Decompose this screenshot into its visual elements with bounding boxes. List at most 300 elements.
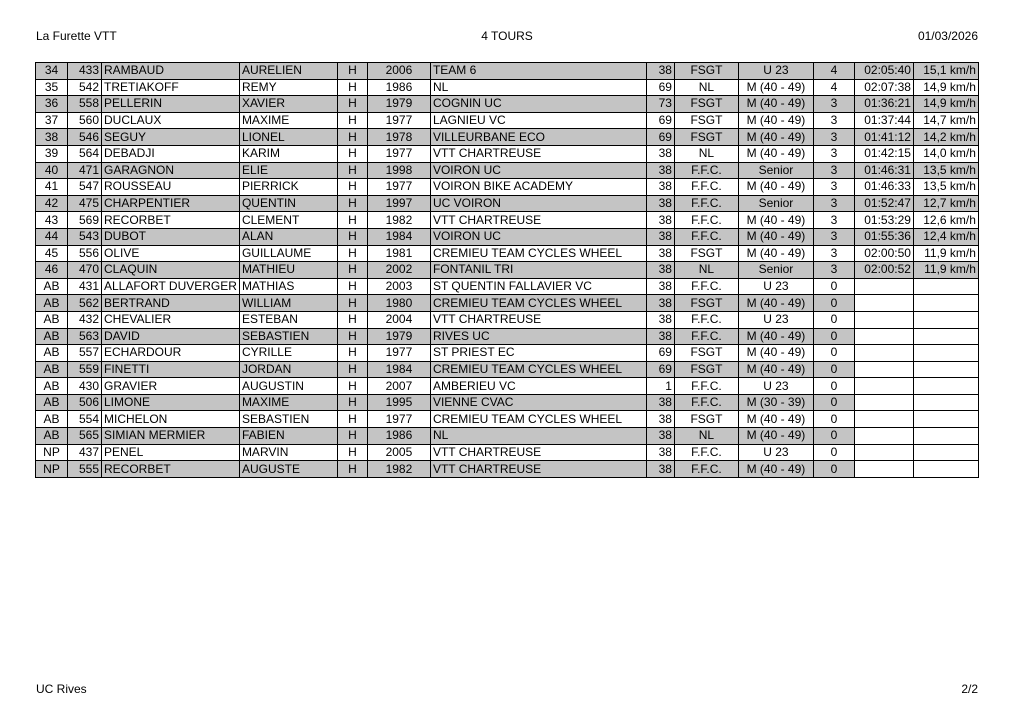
sex-cell: H	[337, 262, 367, 279]
table-row	[36, 145, 979, 162]
organizer-name: UC Rives	[36, 682, 87, 696]
first-name-cell: ALAN	[239, 228, 337, 245]
club-cell: VTT CHARTREUSE	[430, 444, 646, 461]
department-cell: 38	[646, 245, 674, 262]
club-cell: VOIRON UC	[430, 228, 646, 245]
table-row	[36, 394, 979, 411]
sex-cell: H	[337, 195, 367, 212]
speed-cell: 11,9 km/h	[913, 262, 978, 279]
birth-year-cell: 1977	[367, 112, 430, 129]
first-name-cell: ELIE	[239, 162, 337, 179]
sex-cell: H	[337, 328, 367, 345]
speed-cell	[913, 311, 978, 328]
federation-cell: FSGT	[674, 112, 738, 129]
bib-cell: 554	[68, 411, 102, 428]
laps-cell: 0	[813, 295, 854, 312]
rank-cell: 45	[36, 245, 68, 262]
time-cell	[854, 411, 913, 428]
first-name-cell: SEBASTIEN	[239, 411, 337, 428]
laps-cell: 3	[813, 212, 854, 229]
time-cell	[854, 378, 913, 395]
department-cell: 38	[646, 328, 674, 345]
sex-cell: H	[337, 245, 367, 262]
speed-cell	[913, 278, 978, 295]
sex-cell: H	[337, 311, 367, 328]
birth-year-cell: 1977	[367, 411, 430, 428]
category-cell: M (40 - 49)	[738, 179, 813, 196]
sex-cell: H	[337, 179, 367, 196]
first-name-cell: PIERRICK	[239, 179, 337, 196]
club-cell: ST QUENTIN FALLAVIER VC	[430, 278, 646, 295]
bib-cell: 432	[68, 311, 102, 328]
rank-cell: AB	[36, 428, 68, 445]
last-name-cell: ROUSSEAU	[102, 179, 240, 196]
sex-cell: H	[337, 394, 367, 411]
birth-year-cell: 1986	[367, 79, 430, 96]
laps-cell: 3	[813, 162, 854, 179]
federation-cell: FSGT	[674, 411, 738, 428]
rank-cell: NP	[36, 444, 68, 461]
last-name-cell: CHARPENTIER	[102, 195, 240, 212]
club-cell: VILLEURBANE ECO	[430, 129, 646, 146]
department-cell: 38	[646, 295, 674, 312]
federation-cell: NL	[674, 262, 738, 279]
first-name-cell: MARVIN	[239, 444, 337, 461]
birth-year-cell: 1986	[367, 428, 430, 445]
speed-cell	[913, 444, 978, 461]
speed-cell: 14,2 km/h	[913, 129, 978, 146]
table-row	[36, 112, 979, 129]
bib-cell: 470	[68, 262, 102, 279]
bib-cell: 556	[68, 245, 102, 262]
speed-cell	[913, 295, 978, 312]
federation-cell: FSGT	[674, 245, 738, 262]
federation-cell: F.F.C.	[674, 394, 738, 411]
laps-cell: 3	[813, 245, 854, 262]
speed-cell	[913, 428, 978, 445]
sex-cell: H	[337, 112, 367, 129]
department-cell: 38	[646, 394, 674, 411]
club-cell: ST PRIEST EC	[430, 345, 646, 362]
category-cell: M (40 - 49)	[738, 461, 813, 478]
category-cell: M (40 - 49)	[738, 411, 813, 428]
federation-cell: NL	[674, 79, 738, 96]
sex-cell: H	[337, 145, 367, 162]
laps-cell: 0	[813, 444, 854, 461]
club-cell: VTT CHARTREUSE	[430, 145, 646, 162]
club-cell: VOIRON UC	[430, 162, 646, 179]
department-cell: 38	[646, 145, 674, 162]
category-cell: Senior	[738, 162, 813, 179]
category-cell: M (40 - 49)	[738, 245, 813, 262]
first-name-cell: REMY	[239, 79, 337, 96]
rank-cell: 36	[36, 96, 68, 113]
speed-cell: 13,5 km/h	[913, 179, 978, 196]
birth-year-cell: 1977	[367, 179, 430, 196]
club-cell: COGNIN UC	[430, 96, 646, 113]
time-cell: 01:36:21	[854, 96, 913, 113]
department-cell: 38	[646, 411, 674, 428]
department-cell: 38	[646, 444, 674, 461]
table-row	[36, 179, 979, 196]
last-name-cell: TRETIAKOFF	[102, 79, 240, 96]
club-cell: TEAM 6	[430, 63, 646, 80]
birth-year-cell: 2006	[367, 63, 430, 80]
birth-year-cell: 2007	[367, 378, 430, 395]
rank-cell: 43	[36, 212, 68, 229]
last-name-cell: CHEVALIER	[102, 311, 240, 328]
birth-year-cell: 2002	[367, 262, 430, 279]
table-row	[36, 245, 979, 262]
rank-cell: AB	[36, 328, 68, 345]
time-cell	[854, 278, 913, 295]
bib-cell: 547	[68, 179, 102, 196]
club-cell: CREMIEU TEAM CYCLES WHEEL	[430, 361, 646, 378]
time-cell	[854, 345, 913, 362]
bib-cell: 431	[68, 278, 102, 295]
birth-year-cell: 1997	[367, 195, 430, 212]
birth-year-cell: 1982	[367, 461, 430, 478]
sex-cell: H	[337, 162, 367, 179]
last-name-cell: DAVID	[102, 328, 240, 345]
rank-cell: AB	[36, 411, 68, 428]
speed-cell	[913, 461, 978, 478]
sex-cell: H	[337, 79, 367, 96]
category-cell: M (40 - 49)	[738, 79, 813, 96]
time-cell: 02:00:50	[854, 245, 913, 262]
club-cell: NL	[430, 79, 646, 96]
department-cell: 38	[646, 195, 674, 212]
table-row	[36, 262, 979, 279]
laps-cell: 0	[813, 361, 854, 378]
last-name-cell: RECORBET	[102, 212, 240, 229]
category-cell: M (40 - 49)	[738, 212, 813, 229]
rank-cell: 39	[36, 145, 68, 162]
federation-cell: NL	[674, 428, 738, 445]
bib-cell: 471	[68, 162, 102, 179]
federation-cell: F.F.C.	[674, 278, 738, 295]
rank-cell: AB	[36, 278, 68, 295]
first-name-cell: XAVIER	[239, 96, 337, 113]
first-name-cell: ESTEBAN	[239, 311, 337, 328]
time-cell: 02:00:52	[854, 262, 913, 279]
department-cell: 38	[646, 179, 674, 196]
birth-year-cell: 1995	[367, 394, 430, 411]
department-cell: 69	[646, 345, 674, 362]
first-name-cell: SEBASTIEN	[239, 328, 337, 345]
speed-cell	[913, 411, 978, 428]
club-cell: VTT CHARTREUSE	[430, 212, 646, 229]
first-name-cell: MATHIEU	[239, 262, 337, 279]
table-row	[36, 461, 979, 478]
speed-cell	[913, 345, 978, 362]
last-name-cell: SIMIAN MERMIER	[102, 428, 240, 445]
federation-cell: F.F.C.	[674, 461, 738, 478]
laps-cell: 0	[813, 311, 854, 328]
speed-cell: 14,9 km/h	[913, 79, 978, 96]
speed-cell	[913, 378, 978, 395]
rank-cell: 42	[36, 195, 68, 212]
sex-cell: H	[337, 361, 367, 378]
time-cell: 01:42:15	[854, 145, 913, 162]
category-cell: U 23	[738, 378, 813, 395]
department-cell: 73	[646, 96, 674, 113]
federation-cell: FSGT	[674, 295, 738, 312]
table-row	[36, 162, 979, 179]
first-name-cell: WILLIAM	[239, 295, 337, 312]
department-cell: 69	[646, 79, 674, 96]
time-cell: 02:05:40	[854, 63, 913, 80]
table-row	[36, 295, 979, 312]
speed-cell: 14,0 km/h	[913, 145, 978, 162]
last-name-cell: BERTRAND	[102, 295, 240, 312]
page-number: 2/2	[961, 682, 978, 696]
club-cell: UC VOIRON	[430, 195, 646, 212]
first-name-cell: GUILLAUME	[239, 245, 337, 262]
last-name-cell: RAMBAUD	[102, 63, 240, 80]
last-name-cell: RECORBET	[102, 461, 240, 478]
table-row	[36, 361, 979, 378]
rank-cell: AB	[36, 295, 68, 312]
event-title: La Furette VTT	[36, 29, 117, 43]
sex-cell: H	[337, 444, 367, 461]
table-row	[36, 212, 979, 229]
table-row	[36, 195, 979, 212]
first-name-cell: MAXIME	[239, 112, 337, 129]
time-cell: 01:46:33	[854, 179, 913, 196]
last-name-cell: CLAQUIN	[102, 262, 240, 279]
rank-cell: 35	[36, 79, 68, 96]
table-row	[36, 444, 979, 461]
laps-cell: 3	[813, 228, 854, 245]
time-cell	[854, 328, 913, 345]
club-cell: AMBERIEU VC	[430, 378, 646, 395]
birth-year-cell: 1979	[367, 96, 430, 113]
birth-year-cell: 2005	[367, 444, 430, 461]
speed-cell: 12,6 km/h	[913, 212, 978, 229]
club-cell: FONTANIL TRI	[430, 262, 646, 279]
laps-cell: 3	[813, 96, 854, 113]
category-cell: M (40 - 49)	[738, 129, 813, 146]
bib-cell: 558	[68, 96, 102, 113]
time-cell	[854, 461, 913, 478]
department-cell: 69	[646, 129, 674, 146]
sex-cell: H	[337, 212, 367, 229]
birth-year-cell: 1978	[367, 129, 430, 146]
table-row	[36, 278, 979, 295]
rank-cell: AB	[36, 378, 68, 395]
speed-cell: 13,5 km/h	[913, 162, 978, 179]
speed-cell: 14,9 km/h	[913, 96, 978, 113]
table-row	[36, 411, 979, 428]
time-cell: 01:55:36	[854, 228, 913, 245]
federation-cell: F.F.C.	[674, 378, 738, 395]
laps-cell: 0	[813, 411, 854, 428]
results-table	[35, 62, 979, 478]
sex-cell: H	[337, 278, 367, 295]
sex-cell: H	[337, 228, 367, 245]
laps-cell: 4	[813, 79, 854, 96]
sex-cell: H	[337, 345, 367, 362]
federation-cell: F.F.C.	[674, 162, 738, 179]
department-cell: 69	[646, 112, 674, 129]
federation-cell: FSGT	[674, 345, 738, 362]
club-cell: CREMIEU TEAM CYCLES WHEEL	[430, 411, 646, 428]
bib-cell: 437	[68, 444, 102, 461]
table-row	[36, 328, 979, 345]
category-cell: M (40 - 49)	[738, 112, 813, 129]
last-name-cell: PENEL	[102, 444, 240, 461]
time-cell: 02:07:38	[854, 79, 913, 96]
speed-cell: 11,9 km/h	[913, 245, 978, 262]
time-cell	[854, 428, 913, 445]
bib-cell: 542	[68, 79, 102, 96]
category-cell: M (40 - 49)	[738, 96, 813, 113]
bib-cell: 546	[68, 129, 102, 146]
category-cell: M (40 - 49)	[738, 228, 813, 245]
birth-year-cell: 1979	[367, 328, 430, 345]
category-cell: Senior	[738, 195, 813, 212]
bib-cell: 506	[68, 394, 102, 411]
laps-cell: 3	[813, 129, 854, 146]
birth-year-cell: 1982	[367, 212, 430, 229]
first-name-cell: MAXIME	[239, 394, 337, 411]
department-cell: 38	[646, 162, 674, 179]
laps-cell: 3	[813, 145, 854, 162]
table-row	[36, 228, 979, 245]
birth-year-cell: 1984	[367, 361, 430, 378]
laps-cell: 3	[813, 179, 854, 196]
last-name-cell: GRAVIER	[102, 378, 240, 395]
last-name-cell: PELLERIN	[102, 96, 240, 113]
last-name-cell: DUCLAUX	[102, 112, 240, 129]
first-name-cell: CYRILLE	[239, 345, 337, 362]
laps-cell: 0	[813, 378, 854, 395]
department-cell: 1	[646, 378, 674, 395]
time-cell: 01:52:47	[854, 195, 913, 212]
speed-cell: 12,7 km/h	[913, 195, 978, 212]
bib-cell: 562	[68, 295, 102, 312]
laps-cell: 0	[813, 428, 854, 445]
federation-cell: NL	[674, 145, 738, 162]
last-name-cell: OLIVE	[102, 245, 240, 262]
first-name-cell: AURELIEN	[239, 63, 337, 80]
speed-cell: 12,4 km/h	[913, 228, 978, 245]
category-cell: M (40 - 49)	[738, 345, 813, 362]
laps-cell: 4	[813, 63, 854, 80]
rank-cell: AB	[36, 394, 68, 411]
last-name-cell: LIMONE	[102, 394, 240, 411]
sex-cell: H	[337, 461, 367, 478]
time-cell	[854, 295, 913, 312]
sex-cell: H	[337, 96, 367, 113]
speed-cell	[913, 361, 978, 378]
sex-cell: H	[337, 411, 367, 428]
federation-cell: F.F.C.	[674, 179, 738, 196]
table-row	[36, 428, 979, 445]
club-cell: CREMIEU TEAM CYCLES WHEEL	[430, 245, 646, 262]
first-name-cell: LIONEL	[239, 129, 337, 146]
rank-cell: AB	[36, 361, 68, 378]
rank-cell: 40	[36, 162, 68, 179]
first-name-cell: AUGUSTIN	[239, 378, 337, 395]
department-cell: 38	[646, 278, 674, 295]
bib-cell: 559	[68, 361, 102, 378]
category-cell: M (40 - 49)	[738, 428, 813, 445]
category-cell: U 23	[738, 278, 813, 295]
bib-cell: 565	[68, 428, 102, 445]
bib-cell: 560	[68, 112, 102, 129]
time-cell: 01:37:44	[854, 112, 913, 129]
category-cell: U 23	[738, 444, 813, 461]
table-row	[36, 96, 979, 113]
rank-cell: 46	[36, 262, 68, 279]
category-cell: M (30 - 39)	[738, 394, 813, 411]
laps-cell: 3	[813, 112, 854, 129]
sex-cell: H	[337, 295, 367, 312]
club-cell: NL	[430, 428, 646, 445]
last-name-cell: FINETTI	[102, 361, 240, 378]
last-name-cell: GARAGNON	[102, 162, 240, 179]
federation-cell: FSGT	[674, 361, 738, 378]
sex-cell: H	[337, 63, 367, 80]
bib-cell: 564	[68, 145, 102, 162]
table-row	[36, 311, 979, 328]
table-row	[36, 63, 979, 80]
category-cell: M (40 - 49)	[738, 295, 813, 312]
department-cell: 38	[646, 262, 674, 279]
club-cell: CREMIEU TEAM CYCLES WHEEL	[430, 295, 646, 312]
club-cell: VIENNE CVAC	[430, 394, 646, 411]
bib-cell: 433	[68, 63, 102, 80]
first-name-cell: QUENTIN	[239, 195, 337, 212]
bib-cell: 557	[68, 345, 102, 362]
bib-cell: 563	[68, 328, 102, 345]
sex-cell: H	[337, 428, 367, 445]
speed-cell	[913, 328, 978, 345]
time-cell: 01:41:12	[854, 129, 913, 146]
table-row	[36, 79, 979, 96]
laps-cell: 0	[813, 394, 854, 411]
category-cell: Senior	[738, 262, 813, 279]
speed-cell: 14,7 km/h	[913, 112, 978, 129]
time-cell: 01:53:29	[854, 212, 913, 229]
laps-cell: 0	[813, 345, 854, 362]
club-cell: VTT CHARTREUSE	[430, 311, 646, 328]
category-cell: M (40 - 49)	[738, 328, 813, 345]
first-name-cell: FABIEN	[239, 428, 337, 445]
last-name-cell: DUBOT	[102, 228, 240, 245]
last-name-cell: ALLAFORT DUVERGER	[102, 278, 240, 295]
first-name-cell: MATHIAS	[239, 278, 337, 295]
club-cell: RIVES UC	[430, 328, 646, 345]
rank-cell: 34	[36, 63, 68, 80]
department-cell: 38	[646, 428, 674, 445]
federation-cell: F.F.C.	[674, 444, 738, 461]
department-cell: 38	[646, 228, 674, 245]
rank-cell: 41	[36, 179, 68, 196]
time-cell	[854, 394, 913, 411]
bib-cell: 430	[68, 378, 102, 395]
category-cell: U 23	[738, 63, 813, 80]
last-name-cell: SEGUY	[102, 129, 240, 146]
first-name-cell: CLEMENT	[239, 212, 337, 229]
sex-cell: H	[337, 129, 367, 146]
laps-cell: 0	[813, 328, 854, 345]
department-cell: 38	[646, 311, 674, 328]
federation-cell: F.F.C.	[674, 212, 738, 229]
time-cell	[854, 311, 913, 328]
